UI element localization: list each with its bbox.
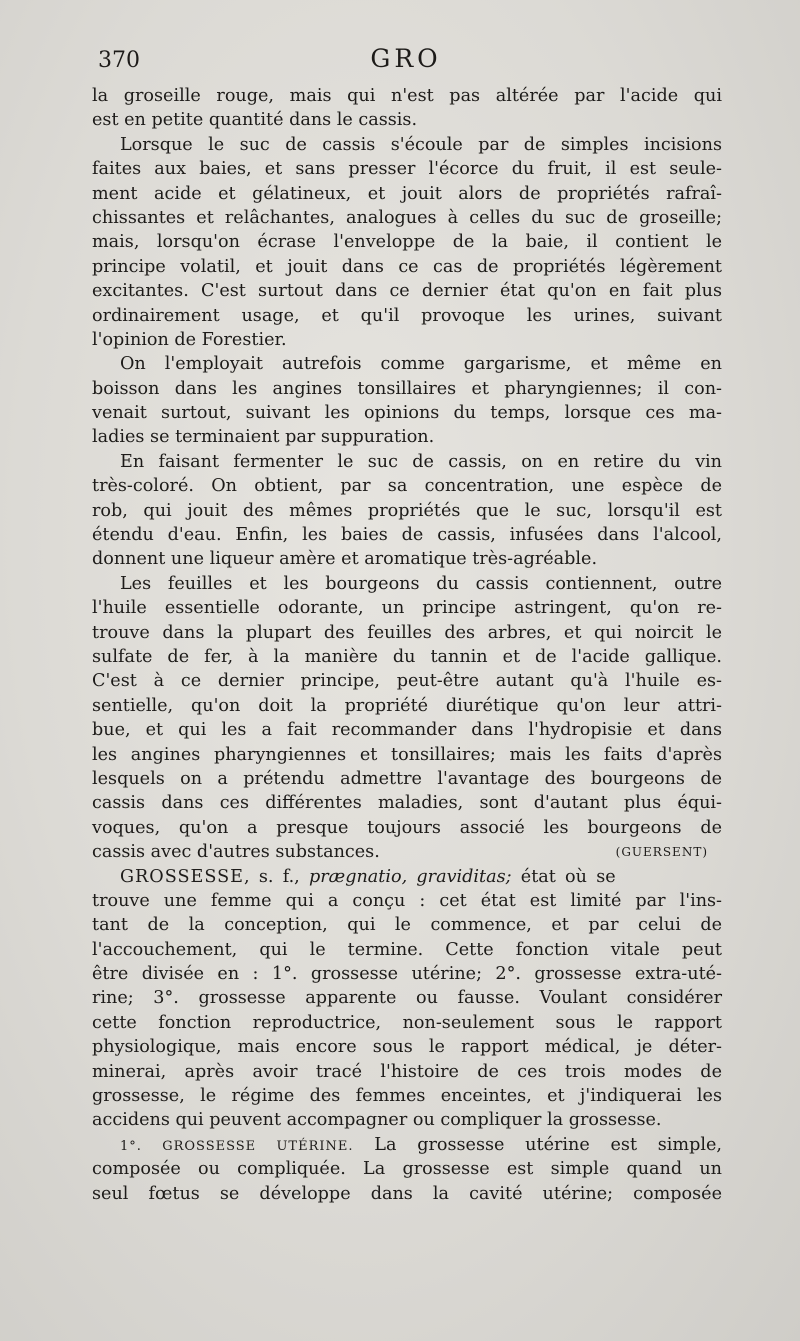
text-line-content: rob, qui jouit des mêmes propriétés que le suc, lorsqu'il est <box>92 500 722 521</box>
running-title: GRO <box>370 44 442 73</box>
text-line <box>92 206 722 230</box>
text-line-content: cassis dans ces différentes maladies, sont d'autant plus équi- <box>92 793 722 814</box>
text-line <box>92 1011 722 1035</box>
text-line <box>92 669 722 693</box>
text-line-content: ment acide et gélatineux, et jouit alors de propriétés rafraî- <box>92 183 722 204</box>
text-line <box>92 694 722 718</box>
text-line-content: ordinairement usage, et qu'il provoque les urines, suivant <box>92 305 722 326</box>
text-line <box>92 401 722 425</box>
entry-headword: GROSSESSE <box>120 866 245 887</box>
text-line-content: Lorsque le suc de cassis s'écoule par de simples incisions <box>120 134 722 155</box>
text-line <box>92 596 722 620</box>
text-line <box>92 230 722 254</box>
text-line <box>92 84 722 108</box>
entry-first-line-rest: état où se <box>520 866 616 887</box>
text-line-content: donnent une liqueur amère et aromatique très-agréable. <box>92 549 598 570</box>
text-line-content: l'opinion de Forestier. <box>92 329 287 350</box>
text-line-content: trouve une femme qui a conçu : cet état est limité par l'ins- <box>92 890 722 911</box>
text-line <box>92 474 722 498</box>
subsection-first-line-rest: La grossesse utérine est simple, <box>374 1134 723 1155</box>
text-line-content: la groseille rouge, mais qui n'est pas altérée par l'acide qui <box>92 86 722 106</box>
text-line <box>92 1084 722 1108</box>
text-line <box>92 840 722 864</box>
text-line-content: être divisée en : 1°. grossesse utérine; 2°. grossesse extra-uté- <box>92 964 722 985</box>
text-line <box>92 523 722 547</box>
text-line-content: très-coloré. On obtient, par sa concentration, une espèce de <box>92 476 722 497</box>
entry-latin-terms: prægnatio, graviditas; <box>309 866 512 887</box>
text-line <box>92 182 722 206</box>
text-line-content: étendu d'eau. Enfin, les baies de cassis, infusées dans l'alcool, <box>92 525 722 546</box>
text-line-content: On l'employait autrefois comme gargarisme, et même en <box>120 354 722 375</box>
text-line <box>92 572 722 596</box>
text-line-content: les angines pharyngiennes et tonsillaires; mais les faits d'après <box>92 744 722 765</box>
text-line-content: cassis avec d'autres substances. <box>92 842 380 863</box>
text-line <box>92 645 722 669</box>
text-line <box>92 328 722 352</box>
entry-grammar: , s. f., <box>244 866 300 887</box>
page-header <box>92 44 720 80</box>
text-line-content: C'est à ce dernier principe, peut-être autant qu'à l'huile es- <box>92 671 722 692</box>
text-line <box>92 621 722 645</box>
text-line <box>92 133 722 157</box>
text-line-content: bue, et qui les a fait recommander dans l'hydropisie et dans <box>92 720 722 741</box>
text-line-content: ladies se terminaient par suppuration. <box>92 427 435 448</box>
text-line <box>92 547 722 571</box>
text-line-content: Les feuilles et les bourgeons du cassis contiennent, outre <box>120 573 722 594</box>
text-line-content: principe volatil, et jouit dans ce cas de propriétés légèrement <box>92 256 722 277</box>
text-line-content: faites aux baies, et sans presser l'écorce du fruit, il est seule- <box>92 159 722 180</box>
grossesse-definition <box>92 889 722 1133</box>
text-line <box>92 157 722 181</box>
page-number: 370 <box>98 48 140 73</box>
text-line-content: excitantes. C'est surtout dans ce dernier état qu'on en fait plus <box>92 281 722 302</box>
body-text <box>92 84 722 1206</box>
text-line <box>92 986 722 1010</box>
text-line-content: rine; 3°. grossesse apparente ou fausse. Voulant considérer <box>92 988 722 1009</box>
text-line-content: l'accouchement, qui le termine. Cette fonction vitale peut <box>92 939 722 960</box>
text-line-content: composée ou compliquée. La grossesse est simple quand un <box>92 1159 722 1180</box>
text-line-content: chissantes et relâchantes, analogues à celles du suc de groseille; <box>92 207 722 228</box>
text-line-content: sentielle, qu'on doit la propriété diurétique qu'on leur attri- <box>92 695 722 716</box>
text-line-content: seul fœtus se développe dans la cavité utérine; composée <box>92 1183 722 1204</box>
text-line <box>92 1182 722 1206</box>
text-line <box>92 1157 722 1181</box>
text-line <box>92 913 722 937</box>
text-line <box>92 108 722 132</box>
text-line <box>92 767 722 791</box>
text-line <box>92 279 722 303</box>
text-line-content: mais, lorsqu'on écrase l'enveloppe de la baie, il contient le <box>92 232 722 253</box>
text-line <box>92 425 722 449</box>
text-line <box>92 377 722 401</box>
subsection-label: 1°. GROSSESSE UTÉRINE. <box>120 1138 354 1154</box>
text-line <box>92 450 722 474</box>
grossesse-uterine-text <box>92 1157 722 1206</box>
text-line <box>92 304 722 328</box>
text-line <box>92 816 722 840</box>
text-line <box>92 743 722 767</box>
text-line-content: boisson dans les angines tonsillaires et pharyngiennes; il con- <box>92 378 722 399</box>
text-line-content: accidens qui peuvent accompagner ou compliquer la grossesse. <box>92 1110 662 1131</box>
subsection-first-line <box>92 1133 722 1157</box>
text-line <box>92 791 722 815</box>
text-line-content: En faisant fermenter le suc de cassis, on en retire du vin <box>120 451 722 472</box>
text-line-content: venait surtout, suivant les opinions du temps, lorsque ces ma- <box>92 403 722 424</box>
text-line-content: lesquels on a prétendu admettre l'avantage des bourgeons de <box>92 768 722 789</box>
text-line-content: l'huile essentielle odorante, un principe astringent, qu'on re- <box>92 598 722 619</box>
text-line <box>92 962 722 986</box>
text-line <box>92 889 722 913</box>
author-signature: (GUERSENT) <box>615 845 708 860</box>
text-line-content: tant de la conception, qui le commence, et par celui de <box>92 915 722 936</box>
text-line <box>92 938 722 962</box>
text-line-content: physiologique, mais encore sous le rapport médical, je déter- <box>92 1037 722 1058</box>
text-line-content: grossesse, le régime des femmes enceintes, et j'indiquerai les <box>92 1086 722 1107</box>
text-line-content: trouve dans la plupart des feuilles des arbres, et qui noircit le <box>92 622 722 643</box>
text-line <box>92 1060 722 1084</box>
text-line-content: voques, qu'on a presque toujours associé les bourgeons de <box>92 817 722 838</box>
text-line <box>92 718 722 742</box>
text-line-content: est en petite quantité dans le cassis. <box>92 110 418 131</box>
entry-first-line <box>92 865 722 889</box>
text-line-content: cette fonction reproductrice, non-seulement sous le rapport <box>92 1012 722 1033</box>
text-line-content: minerai, après avoir tracé l'histoire de ces trois modes de <box>92 1061 722 1082</box>
text-line <box>92 499 722 523</box>
text-line <box>92 1035 722 1059</box>
cassis-article <box>92 84 722 865</box>
text-line <box>92 352 722 376</box>
text-line <box>92 255 722 279</box>
text-line <box>92 1108 722 1132</box>
text-line-content: sulfate de fer, à la manière du tannin et de l'acide gallique. <box>92 646 722 667</box>
